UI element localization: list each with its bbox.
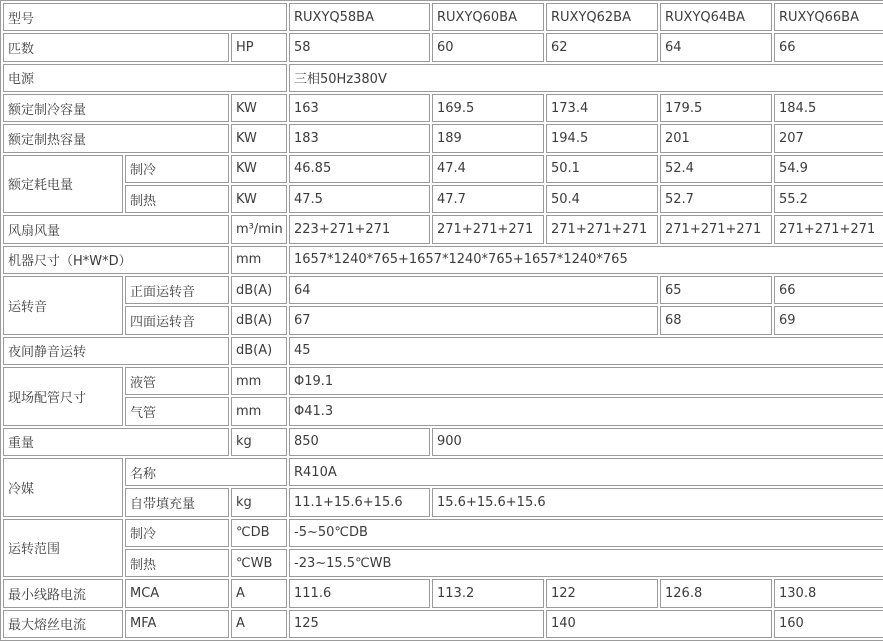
model-name-cell: RUXYQ58BA [289,3,430,31]
spec-value: 271+271+271 [774,215,883,243]
spec-value: 65 [660,276,772,304]
spec-value: 122 [546,579,658,607]
spec-value: 223+271+271 [289,215,430,243]
spec-unit: HP [231,33,287,61]
spec-value: R410A [289,458,883,486]
spec-value: 140 [546,610,772,638]
spec-unit: KW [231,124,287,152]
spec-row-label: 重量 [3,428,229,456]
table-row [3,519,883,547]
spec-sublabel: MFA [125,610,229,638]
spec-sublabel: 制热 [125,549,229,577]
spec-value: 11.1+15.6+15.6 [289,488,430,516]
spec-group-label: 冷媒 [3,458,123,517]
spec-value: 194.5 [546,124,658,152]
table-row [3,185,883,213]
spec-value: Φ19.1 [289,367,883,395]
spec-value: 47.5 [289,185,430,213]
model-name-cell: RUXYQ62BA [546,3,658,31]
spec-value: 271+271+271 [546,215,658,243]
spec-group-label: 额定耗电量 [3,155,123,214]
spec-unit: KW [231,94,287,122]
spec-unit: ℃WB [231,549,287,577]
model-name-cell: RUXYQ64BA [660,3,772,31]
table-row [3,367,883,395]
spec-sublabel: 制冷 [125,519,229,547]
spec-unit: m³/min [231,215,287,243]
spec-unit: ℃DB [231,519,287,547]
spec-value: 169.5 [432,94,544,122]
spec-value: 66 [774,33,883,61]
spec-value: 130.8 [774,579,883,607]
spec-sublabel: 自带填充量 [125,488,229,516]
spec-row-label: 额定制冷容量 [3,94,229,122]
spec-value: 271+271+271 [432,215,544,243]
spec-unit: kg [231,428,287,456]
spec-unit: mm [231,397,287,425]
spec-sublabel: MCA [125,579,229,607]
table-row [3,458,883,486]
spec-value: 184.5 [774,94,883,122]
spec-value: 160 [774,610,883,638]
spec-group-label: 运转范围 [3,519,123,578]
spec-value: 62 [546,33,658,61]
spec-value: 45 [289,337,883,365]
table-row [3,306,883,334]
model-name-cell: RUXYQ66BA [774,3,883,31]
spec-value: 271+271+271 [660,215,772,243]
spec-value: -5~50℃DB [289,519,883,547]
spec-unit: mm [231,367,287,395]
table-row [3,124,883,152]
spec-value: 163 [289,94,430,122]
spec-value: 850 [289,428,430,456]
spec-value: 111.6 [289,579,430,607]
table-row [3,33,883,61]
spec-value: 50.4 [546,185,658,213]
table-row [3,155,883,183]
spec-value: 125 [289,610,544,638]
table-row [3,215,883,243]
spec-sublabel: 气管 [125,397,229,425]
spec-unit: A [231,610,287,638]
spec-value: 15.6+15.6+15.6 [432,488,883,516]
spec-value: 54.9 [774,155,883,183]
spec-unit: KW [231,185,287,213]
spec-value: 52.4 [660,155,772,183]
spec-value: 52.7 [660,185,772,213]
table-row [3,64,883,92]
spec-value: 69 [774,306,883,334]
spec-row-label: 最大熔丝电流 [3,610,123,638]
table-row [3,94,883,122]
spec-sublabel: 制冷 [125,155,229,183]
spec-value: Φ41.3 [289,397,883,425]
spec-value: 50.1 [546,155,658,183]
spec-value: 126.8 [660,579,772,607]
spec-value: 58 [289,33,430,61]
spec-value: 113.2 [432,579,544,607]
spec-value: 64 [289,276,658,304]
spec-value: 900 [432,428,883,456]
spec-unit: dB(A) [231,306,287,334]
spec-row-label: 最小线路电流 [3,579,123,607]
table-row [3,337,883,365]
spec-unit: dB(A) [231,337,287,365]
spec-value: 179.5 [660,94,772,122]
table-row [3,488,883,516]
table-row [3,276,883,304]
spec-unit: A [231,579,287,607]
spec-group-label: 运转音 [3,276,123,335]
model-name-cell: RUXYQ60BA [432,3,544,31]
spec-sublabel: 正面运转音 [125,276,229,304]
spec-value: 66 [774,276,883,304]
spec-value: -23~15.5℃WB [289,549,883,577]
spec-unit: mm [231,246,287,274]
spec-value: 64 [660,33,772,61]
spec-value: 47.4 [432,155,544,183]
table-row [3,397,883,425]
spec-sublabel: 名称 [125,458,287,486]
spec-group-label: 现场配管尺寸 [3,367,123,426]
table-row [3,549,883,577]
spec-value: 173.4 [546,94,658,122]
spec-unit: dB(A) [231,276,287,304]
spec-unit: kg [231,488,287,516]
table-row [3,246,883,274]
spec-value: 60 [432,33,544,61]
spec-sublabel: 液管 [125,367,229,395]
spec-value: 三相50Hz380V [289,64,883,92]
spec-value: 189 [432,124,544,152]
spec-unit: KW [231,155,287,183]
table-row [3,428,883,456]
table-row [3,579,883,607]
spec-sublabel: 制热 [125,185,229,213]
spec-row-label: 夜间静音运转 [3,337,229,365]
spec-row-label: 机器尺寸（H*W*D） [3,246,229,274]
spec-sublabel: 四面运转音 [125,306,229,334]
spec-value: 46.85 [289,155,430,183]
spec-value: 1657*1240*765+1657*1240*765+1657*1240*765 [289,246,883,274]
spec-row-label: 额定制热容量 [3,124,229,152]
spec-value: 207 [774,124,883,152]
spec-value: 68 [660,306,772,334]
spec-row-label: 型号 [3,3,287,31]
spec-value: 67 [289,306,658,334]
table-row [3,3,883,31]
spec-row-label: 匹数 [3,33,229,61]
spec-value: 183 [289,124,430,152]
spec-value: 55.2 [774,185,883,213]
spec-row-label: 电源 [3,64,287,92]
spec-value: 201 [660,124,772,152]
spec-row-label: 风扇风量 [3,215,229,243]
spec-value: 47.7 [432,185,544,213]
table-row [3,610,883,638]
